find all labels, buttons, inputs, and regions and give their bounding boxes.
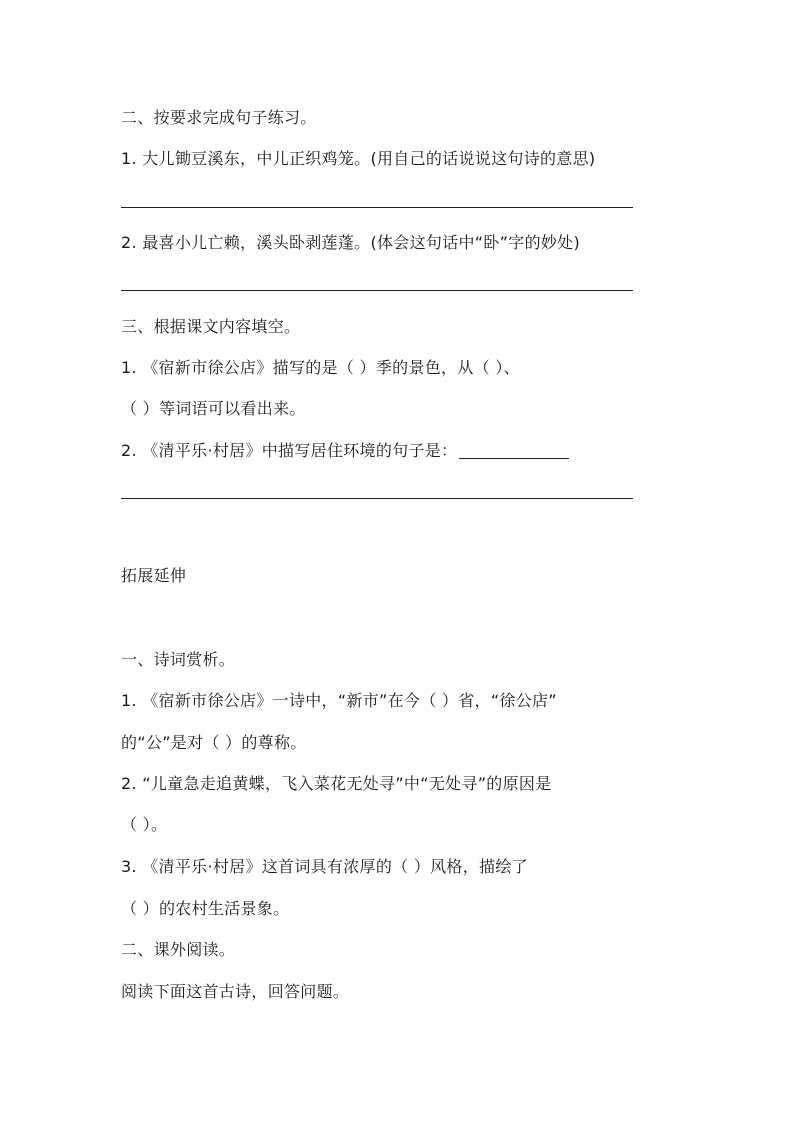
section-fill-blank-heading: 三、根据课文内容填空。 [121,317,301,336]
extra-reading-instruction: 阅读下面这首古诗，回答问题。 [121,982,350,1001]
answer-line-3 [121,498,633,499]
fill-question-2-text: 2. 《清平乐·村居》中描写居住环境的句子是： [121,441,458,460]
analysis-question-1-line-1: 1. 《宿新市徐公店》一诗中，“新市”在今（ ）省，“徐公店” [121,691,557,710]
analysis-question-1-line-2: 的“公”是对（ ）的尊称。 [121,733,307,752]
section-sentence-practice-heading: 二、按要求完成句子练习。 [121,108,317,127]
answer-line-1 [121,207,633,208]
answer-line-2 [121,290,633,291]
analysis-question-2-line-1: 2. “儿童急走追黄蝶，飞入菜花无处寻”中“无处寻”的原因是 [121,774,552,793]
analysis-question-3-line-2: （ ）的农村生活景象。 [121,899,290,918]
question-1-text: 1. 大儿锄豆溪东，中儿正织鸡笼。(用自己的话说说这句诗的意思) [121,149,596,168]
section-poetry-analysis-heading: 一、诗词赏析。 [121,650,236,669]
inline-answer-blank [459,458,569,459]
analysis-question-3-line-1: 3. 《清平乐·村居》这首词具有浓厚的（ ）风格，描绘了 [121,857,528,876]
fill-question-1-line-1: 1. 《宿新市徐公店》描写的是（ ）季的景色，从（ ）、 [121,358,520,377]
extension-title: 拓展延伸 [121,566,187,585]
fill-question-1-line-2: （ ）等词语可以看出来。 [121,399,306,418]
question-2-text: 2. 最喜小儿亡赖，溪头卧剥莲蓬。(体会这句话中“卧”字的妙处) [121,233,581,252]
fill-question-2-line-1 [121,440,569,462]
section-extra-reading-heading: 二、课外阅读。 [121,940,236,959]
analysis-question-2-line-2: （ ）。 [121,815,168,834]
